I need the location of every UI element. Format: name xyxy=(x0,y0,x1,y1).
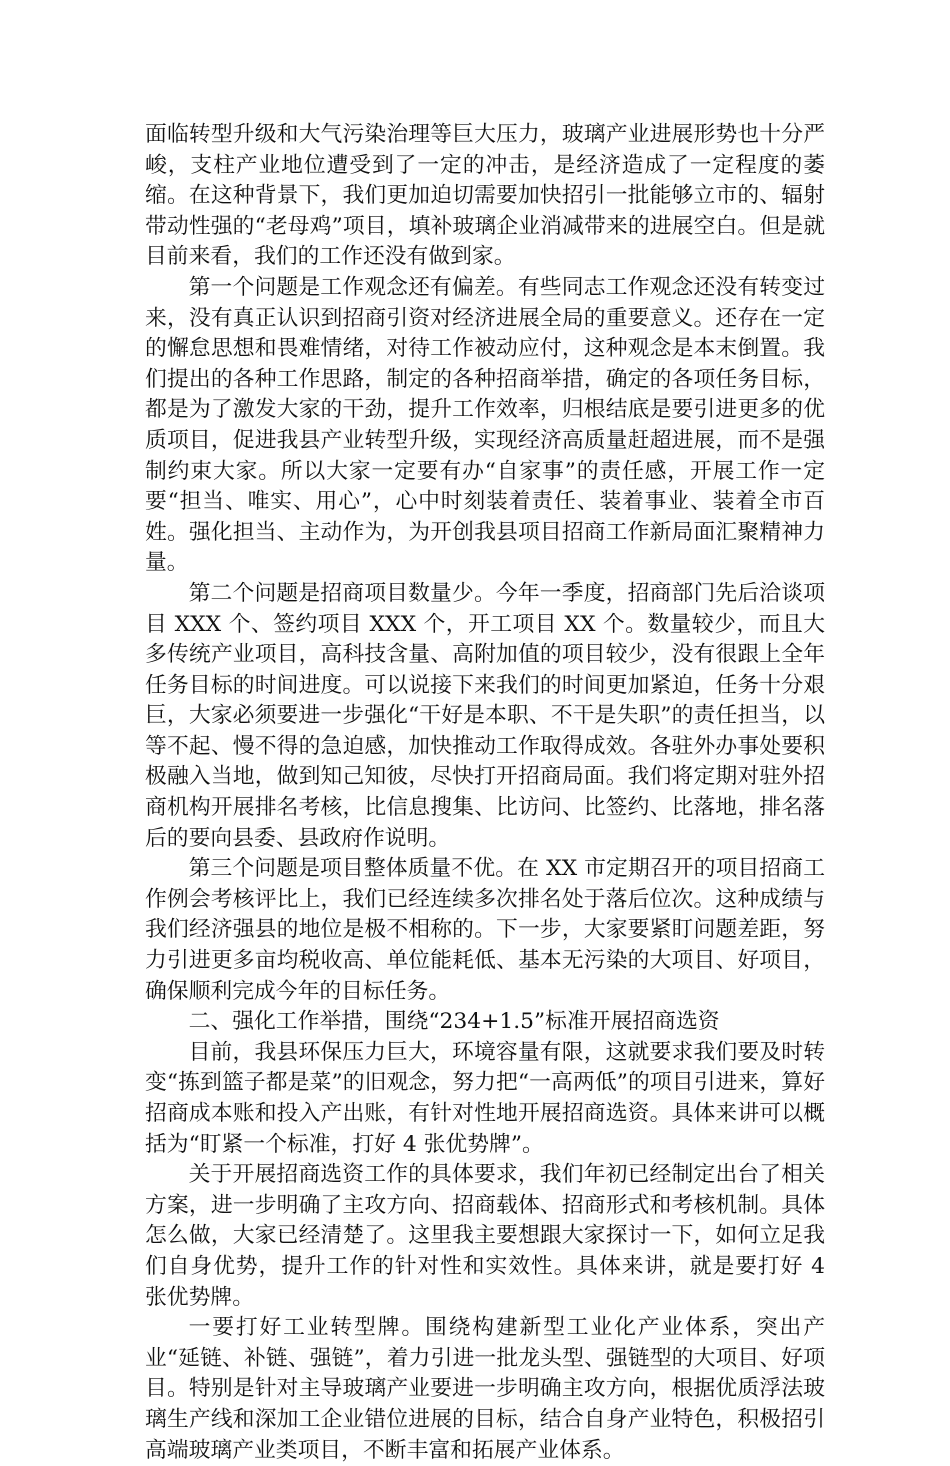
paragraph-current-situation: 目前，我县环保压力巨大，环境容量有限，这就要求我们要及时转变“拣到篮子都是菜”的旧观念，努力把“一高两低”的项目引进来，算好招商成本账和投入产出账，有针对性地开展招商选资。具体来讲可以概括为“盯紧一个标准，打好 4 张优势牌”。 xyxy=(145,1039,825,1157)
document-page xyxy=(145,120,825,1466)
paragraph-problem-2: 第二个问题是招商项目数量少。今年一季度，招商部门先后洽谈项目 XXX 个、签约项目 XXX 个，开工项目 XX 个。数量较少，而且大多传统产业项目，高科技含量、高附加值的项目较少，没有很跟上全年任务目标的时间进度。可以说接下来我们的时间更加紧迫，任务十分艰巨，大家必须要进一步强化“干好是本职、不干是失职”的责任担当，以等不起、慢不得的急迫感，加快推动工作取得成效。各驻外办事处要积极融入当地，做到知己知彼，尽快打开招商局面。我们将定期对驻外招商机构开展排名考核，比信息搜集、比访问、比签约、比落地，排名落后的要向县委、县政府作说明。 xyxy=(145,580,825,851)
paragraph-problem-3: 第三个问题是项目整体质量不优。在 XX 市定期召开的项目招商工作例会考核评比上，我们已经连续多次排名处于落后位次。这种成绩与我们经济强县的地位是极不相称的。下一步，大家要紧盯问题差距，努力引进更多亩均税收高、单位能耗低、基本无污染的大项目、好项目，确保顺利完成今年的目标任务。 xyxy=(145,856,825,1004)
paragraph-requirements: 关于开展招商选资工作的具体要求，我们年初已经制定出台了相关方案，进一步明确了主攻方向、招商载体、招商形式和考核机制。具体怎么做，大家已经清楚了。这里我主要想跟大家探讨一下，如何立足我们自身优势，提升工作的针对性和实效性。具体来讲，就是要打好 4 张优势牌。 xyxy=(145,1162,825,1310)
paragraph-continuation: 面临转型升级和大气污染治理等巨大压力，玻璃产业进展形势也十分严峻，支柱产业地位遭受到了一定的冲击，是经济造成了一定程度的萎缩。在这种背景下，我们更加迫切需要加快招引一批能够立市的、辐射带动性强的“老母鸡”项目，填补玻璃企业消减带来的进展空白。但是就目前来看，我们的工作还没有做到家。 xyxy=(145,122,825,270)
paragraph-industrial-transformation: 一要打好工业转型牌。围绕构建新型工业化产业体系，突出产业“延链、补链、强链”，着力引进一批龙头型、强链型的大项目、好项目。特别是针对主导玻璃产业要进一步明确主攻方向，根据优质浮法玻璃生产线和深加工企业错位进展的目标，结合自身产业特色，积极招引高端玻璃产业类项目，不断丰富和拓展产业体系。 xyxy=(145,1315,825,1463)
section-heading-2: 二、强化工作举措，围绕“234+1.5”标准开展招商选资 xyxy=(188,1009,720,1035)
paragraph-problem-1: 第一个问题是工作观念还有偏差。有些同志工作观念还没有转变过来，没有真正认识到招商引资对经济进展全局的重要意义。还存在一定的懈怠思想和畏难情绪，对待工作被动应付，这种观念是本末倒置。我们提出的各种工作思路，制定的各种招商举措，确定的各项任务目标，都是为了激发大家的干劲，提升工作效率，归根结底是要引进更多的优质项目，促进我县产业转型升级，实现经济高质量赶超进展，而不是强制约束大家。所以大家一定要有办“自家事”的责任感，开展工作一定要“担当、唯实、用心”，心中时刻装着责任、装着事业、装着全市百姓。强化担当、主动作为，为开创我县项目招商工作新局面汇聚精神力量。 xyxy=(145,274,825,576)
